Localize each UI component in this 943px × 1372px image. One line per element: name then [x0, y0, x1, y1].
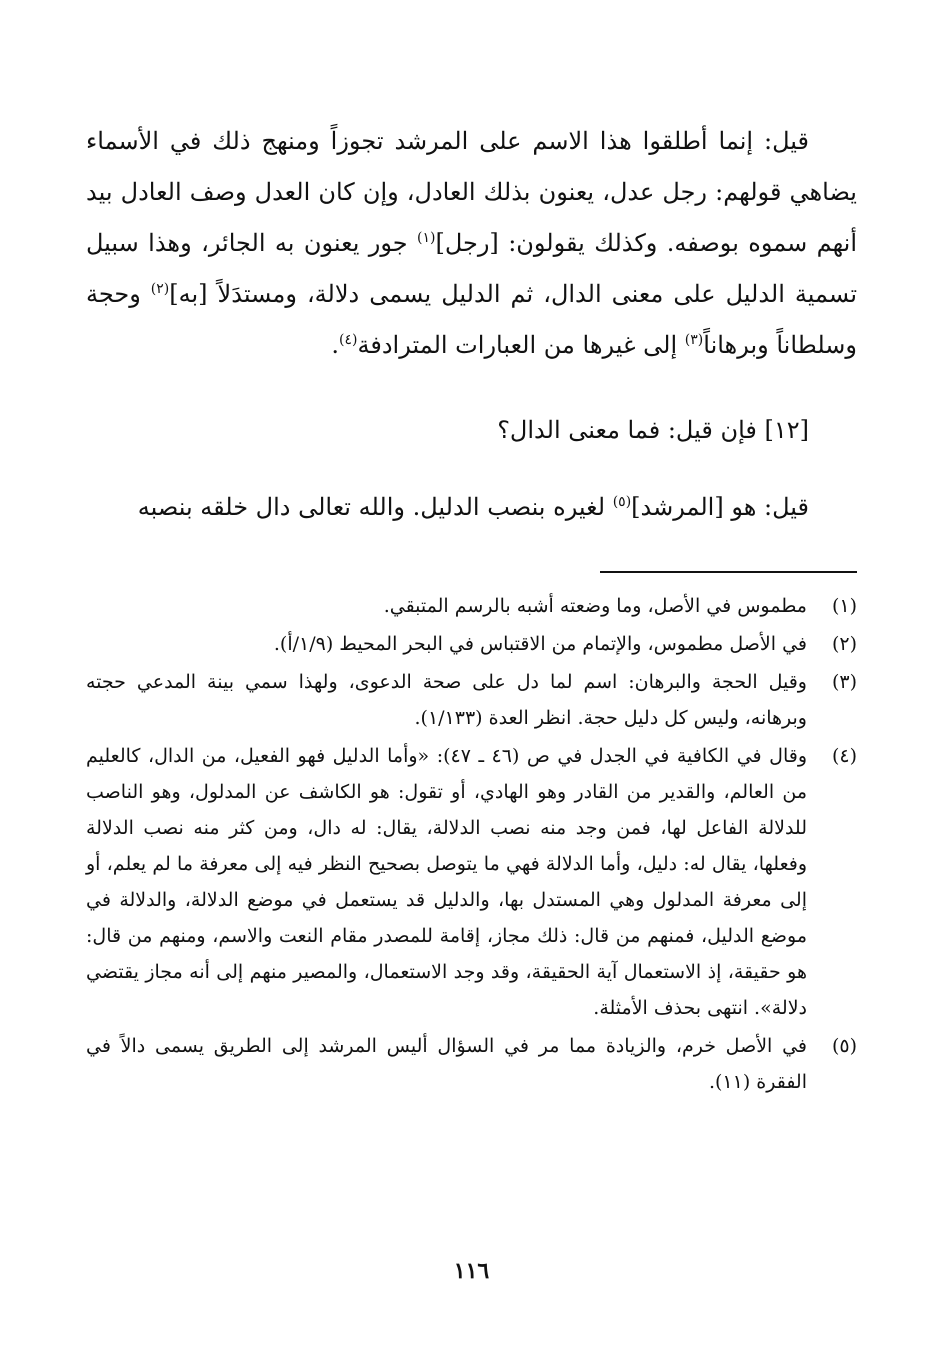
footnotes [86, 588, 857, 1102]
footnote-divider [600, 571, 857, 573]
footnote-ref: (٥) [612, 494, 632, 510]
footnote-number: (٢) [831, 633, 857, 655]
section-heading: [١٢] فإن قيل: فما معنى الدال؟ [497, 416, 809, 444]
footnote-text: في الأصل مطموس، والإتمام من الاقتباس في البحر المحيط (١/٩/أ). [273, 633, 807, 655]
paragraph-text: إلى غيرها من العبارات المترادفة [357, 331, 685, 359]
footnote-item [86, 1028, 857, 1100]
footnote-text: في الأصل خرم، والزيادة مما مر في السؤال أليس المرشد إلى الطريق يسمى دالاً في الفقرة (١١). [86, 1035, 807, 1093]
footnote-ref: (٣) [684, 332, 704, 348]
footnote-item [86, 738, 857, 1026]
footnote-text: مطموس في الأصل، وما وضعته أشبه بالرسم المتبقي. [383, 595, 807, 617]
footnote-item [86, 626, 857, 662]
paragraph [86, 116, 857, 371]
footnote-number: (٥) [831, 1035, 857, 1057]
footnote-number: (١) [831, 595, 857, 617]
footnote-item [86, 588, 857, 624]
footnote-ref: (٢) [150, 281, 170, 297]
paragraph-text: جور يعنون به الجائر، وهذا سبيل تسمية الدليل على معنى الدال، ثم الدليل يسمى دلالة، ومستدَلاً [به] [86, 229, 857, 308]
footnote-number: (٤) [831, 745, 857, 767]
footnote-text: وقال في الكافية في الجدل في ص (٤٦ ـ ٤٧): «وأما الدليل فهو الفعيل، من الدال، كالعليم من العالم، والقدير من القادر وهو الهادي، أو تقول: هو الكاشف عن المدلول، وهو الناصب للدلالة الفاعل لها، فمن وجد منه نصب الدلالة، يقال: له دال، ومن كثر منه نصب الدلالة وفعلها، يقال له: دليل، وأما الدلالة فهي ما يتوصل بصحيح النظر فيه إلى معرفة ما لم يعلم، أو إلى معرفة المدلول وهي المستدل بها، والدليل قد يستعمل في موضع الدلالة، والدلالة في موضع الدليل، فمنهم من قال: ذلك مجاز، إقامة للمصدر مقام النعت والاسم، ومنهم من قال: هو حقيقة، إذ الاستعمال آية الحقيقة، وقد وجد الاستعمال، والمصير منهم إلى أنه مجاز يقتضي دلالة». انتهى بحذف الأمثلة. [86, 745, 807, 1019]
footnote-text: وقيل الحجة والبرهان: اسم لما دل على صحة الدعوى، ولهذا سمي بينة المدعي حجته وبرهانه، وليس كل دليل حجة. انظر العدة (١/١٣٣). [86, 671, 807, 729]
paragraph-text: . [331, 331, 340, 359]
main-text [86, 116, 857, 533]
footnote-ref: (٤) [339, 332, 358, 348]
paragraph-text: لغيره بنصب الدليل. والله تعالى دال خلقه بنصبه [137, 493, 613, 521]
paragraph-text: وحجة وسلطاناً وبرهاناً [86, 280, 857, 359]
page-number: ١١٦ [453, 1258, 490, 1284]
paragraph [86, 482, 857, 533]
footnote-ref: (١) [417, 230, 436, 246]
footnote-item [86, 664, 857, 736]
paragraph-text: قيل: إنما أطلقوا هذا الاسم على المرشد تجوزاً ومنهج ذلك في الأسماء يضاهي قولهم: رجل عدل، يعنون بذلك العادل، وإن كان العدل وصف العادل بيد أنهم سموه بوصفه. وكذلك يقولون: [رجل] [86, 127, 857, 257]
paragraph-text: قيل: هو [المرشد] [631, 493, 809, 521]
footnote-number: (٣) [831, 671, 857, 693]
